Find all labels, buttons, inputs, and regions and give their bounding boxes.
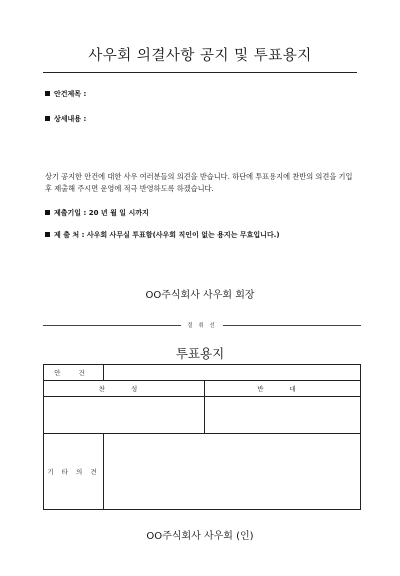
for-vote-cell[interactable] <box>44 397 205 434</box>
cut-line-label: 절 취 선 <box>187 323 217 329</box>
notice-title: 사우회 의결사항 공지 및 투표용지 <box>88 48 312 64</box>
ballot-table <box>43 364 361 510</box>
agenda-title-label: 안건제목 : <box>54 90 87 98</box>
cut-dash-right <box>223 325 361 326</box>
for-label-cell: 찬 성 <box>44 381 205 397</box>
deadline-field <box>45 208 149 218</box>
signature-line: OO주식회사 사우회 회장 <box>145 290 255 301</box>
bullet-square-icon <box>45 210 50 215</box>
agenda-title-field <box>45 89 86 99</box>
bullet-square-icon <box>45 232 50 237</box>
agenda-input-cell[interactable] <box>104 365 361 381</box>
submit-to-label: 제 출 처 : 사우회 사무실 투표함(사우회 직인이 없는 용지는 무효입니다.) <box>54 231 280 239</box>
agenda-label-cell: 안 건 <box>44 365 104 381</box>
other-opinion-label-cell: 기 타 의 견 <box>44 434 104 510</box>
cut-dash-left <box>43 325 181 326</box>
deadline-label: 제출기일 : 20 년 월 일 시까지 <box>54 209 149 217</box>
details-field <box>45 114 86 124</box>
details-label: 상세내용 : <box>54 115 87 123</box>
other-opinion-input-cell[interactable] <box>104 434 361 510</box>
bullet-square-icon <box>45 91 50 96</box>
notice-paragraph: 상기 공지한 안건에 대한 사우 여러분들의 의견을 받습니다. 하단에 투표용지에 찬반의 의견을 기입 후 제출해 주시면 운영에 적극 반영하도록 하겠습니다. <box>45 172 353 193</box>
footer-seal-line: OO주식회사 사우회 (인) <box>146 531 254 542</box>
against-label-cell: 반 대 <box>205 381 361 397</box>
bullet-square-icon <box>45 116 50 121</box>
against-vote-cell[interactable] <box>205 397 361 434</box>
title-divider <box>43 72 357 73</box>
cut-line <box>43 320 361 330</box>
submit-to-field <box>45 230 280 240</box>
ballot-title: 투표용지 <box>175 346 225 361</box>
